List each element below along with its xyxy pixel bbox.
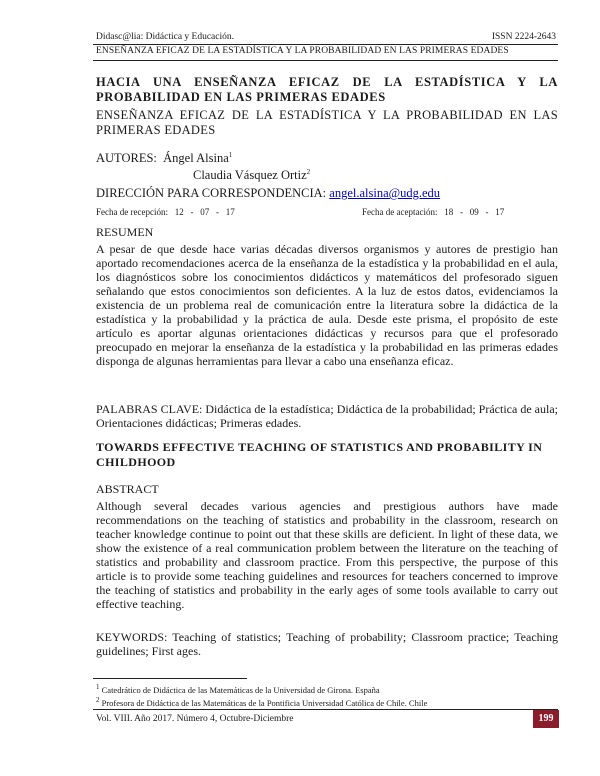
- abstract-heading: ABSTRACT: [96, 482, 159, 496]
- authors-line: [96, 151, 558, 166]
- author-2-footnote-mark[interactable]: 2: [306, 168, 311, 176]
- resumen-heading: RESUMEN: [96, 225, 154, 239]
- volume-info: Vol. VIII. Año 2017. Número 4, Octubre-Diciembre: [96, 714, 294, 724]
- footnote-2: [96, 696, 427, 708]
- footnote-2-text: Profesora de Didáctica de las Matemáticas de la Pontificia Universidad Católica de Chile. Chile: [101, 697, 428, 708]
- author-2-line: [193, 168, 310, 183]
- journal-name: Didasc@lia: Didáctica y Educación.: [96, 32, 235, 42]
- issn: ISSN 2224-2643: [491, 32, 556, 42]
- authors-label: AUTORES:: [96, 151, 157, 166]
- header-rule-top: [93, 44, 558, 45]
- footer-rule: [93, 709, 558, 710]
- article-subtitle: ENSEÑANZA EFICAZ DE LA ESTADÍSTICA Y LA PROBABILIDAD EN LAS PRIMERAS EDADES: [96, 108, 558, 137]
- correspondence-email-link[interactable]: angel.alsina@udg.edu: [329, 186, 441, 200]
- english-title: TOWARDS EFFECTIVE TEACHING OF STATISTICS AND PROBABILITY IN CHILDHOOD: [96, 440, 543, 469]
- footnote-1-text: Catedrático de Didáctica de las Matemáticas de la Universidad de Girona. España: [101, 684, 380, 695]
- keywords: KEYWORDS: Teaching of statistics; Teaching of probability; Classroom practice; Teaching guidelines; First ages.: [96, 630, 558, 658]
- palabras-clave: PALABRAS CLAVE: Didáctica de la estadística; Didáctica de la probabilidad; Práctica de aula; Orientaciones didácticas; Primeras edades.: [96, 402, 558, 430]
- article-title: HACIA UNA ENSEÑANZA EFICAZ DE LA ESTADÍSTICA Y LA PROBABILIDAD EN LAS PRIMERAS EDADES: [96, 75, 558, 104]
- author-1: Ángel Alsina: [163, 151, 229, 166]
- resumen-text: A pesar de que desde hace varias décadas diversos organismos y autores de prestigio han aportado recomendaciones acerca de la enseñanza de la estadística y la probabilidad en el aula, los diagnósticos sobre los conocimientos didácticos y matemáticos del profesorado siguen señalando que estos conocimientos son deficientes. A la luz de estos datos, evidenciamos la existencia de un problema real de comunicación entre la literatura sobre la didáctica de la estadística y la probabilidad y la práctica de aula. Desde este prisma, el propósito de este artículo es aportar algunas orientaciones didácticas y recursos para que el profesorado preocupado en mejorar la enseñanza de la estadística y la probabilidad en las primeras edades disponga de algunas herramientas para llevar a cabo una enseñanza eficaz.: [96, 242, 558, 368]
- footnote-1-mark: 1: [96, 683, 100, 691]
- running-title: ENSEÑANZA EFICAZ DE LA ESTADÍSTICA Y LA PROBABILIDAD EN LAS PRIMERAS EDADES: [96, 46, 509, 56]
- author-2: Claudia Vásquez Ortiz: [193, 168, 307, 183]
- footnote-rule: [93, 678, 247, 679]
- accepted-date: Fecha de aceptación: 18 - 09 - 17: [362, 207, 505, 217]
- abstract-text: Although several decades various agencies and prestigious authors have made recommendations on the teaching of statistics and probability in the classroom, research on teacher knowledge continue to point out that these skills are deficient. In light of these data, we show the existence of a real communication problem between the literature on the teaching of statistics and probability and classroom practice. From this perspective, the purpose of this article is to provide some teaching guidelines and resources for teachers concerned to improve the teaching of statistics and probability in the early ages of some tools available to carry out effective teaching.: [96, 499, 558, 611]
- footnote-2-mark: 2: [96, 696, 100, 704]
- header-rule-bottom: [93, 60, 558, 61]
- dates-line: [96, 207, 558, 217]
- footnote-1: [96, 683, 380, 695]
- correspondence-line: [96, 186, 558, 201]
- page-number-badge: 199: [533, 710, 559, 728]
- author-1-footnote-mark[interactable]: 1: [228, 151, 233, 159]
- correspondence-label: DIRECCIÓN PARA CORRESPONDENCIA:: [96, 186, 327, 200]
- received-date: Fecha de recepción: 12 - 07 - 17: [96, 207, 235, 217]
